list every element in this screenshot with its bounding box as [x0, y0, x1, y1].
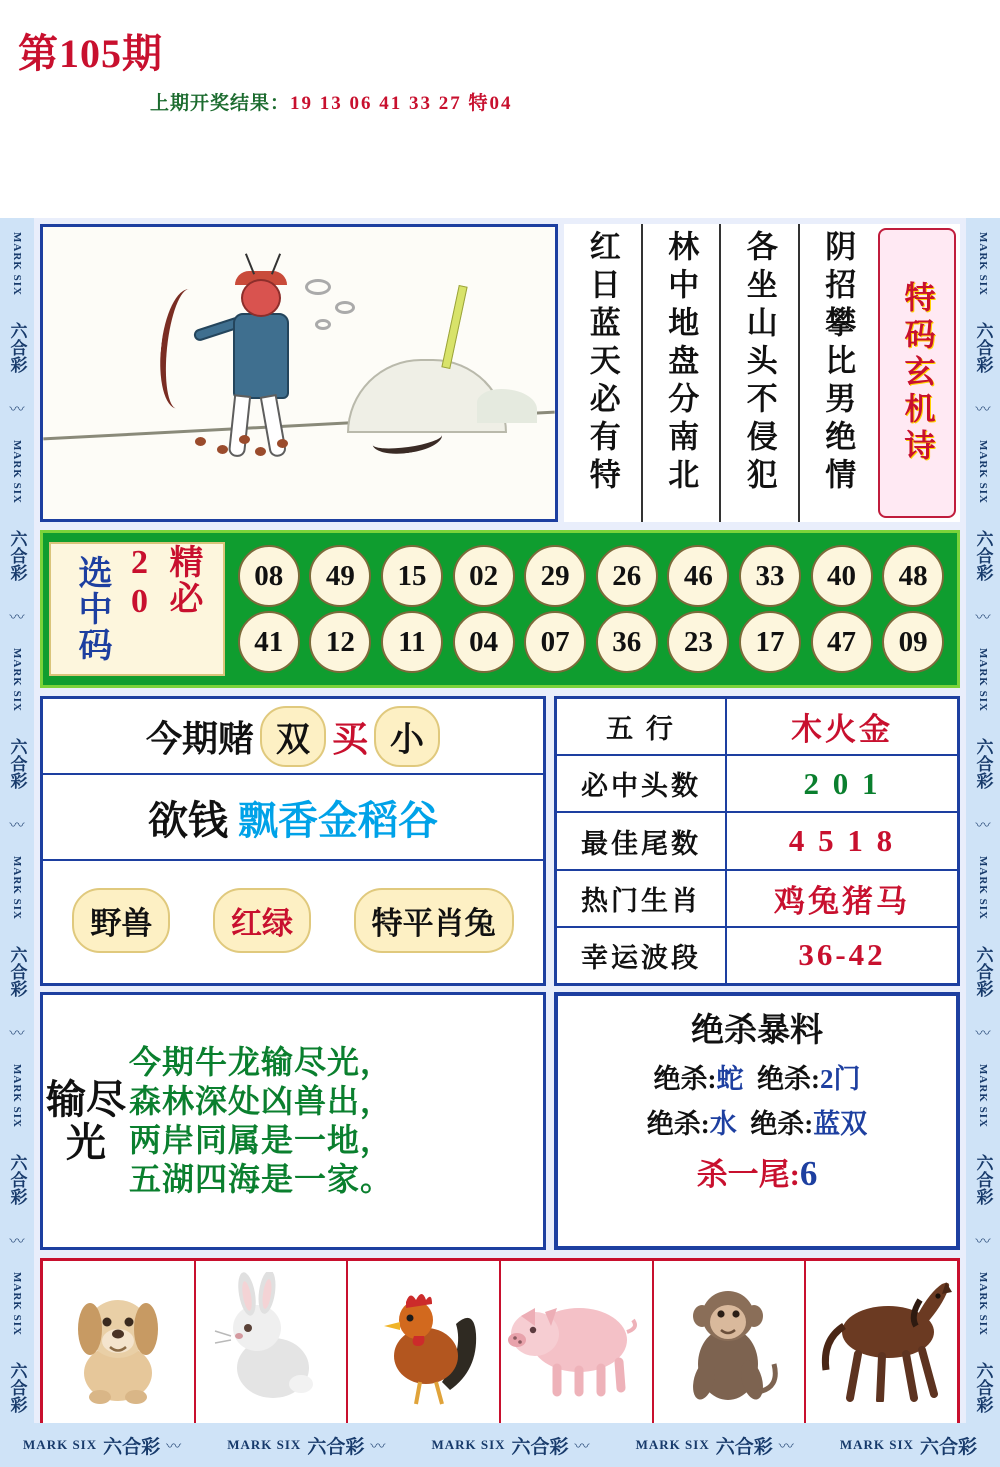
number-ball: 07 [524, 611, 586, 673]
pebbles-group [193, 435, 313, 457]
lose-all-line: 五湖四海是一家。 [129, 1161, 394, 1198]
number-ball: 15 [381, 545, 443, 607]
brand-en: MARK SIX [635, 1437, 710, 1452]
table-row [557, 871, 957, 928]
rail-brand-en: MARK SIX [977, 1272, 989, 1336]
money-key: 欲钱 [148, 797, 228, 843]
rail-wave-icon: 〰 [975, 1026, 991, 1042]
table-key: 必中头数 [557, 756, 727, 811]
kill-value: 2门 [820, 1064, 861, 1094]
rail-wave-icon: 〰 [9, 1026, 25, 1042]
number-ball: 23 [667, 611, 729, 673]
bottom-brand-strip [0, 1423, 1000, 1467]
illustration-scene [43, 227, 555, 519]
rail-wave-icon: 〰 [9, 818, 25, 834]
kill-box [554, 992, 960, 1250]
left-rail [0, 218, 34, 1466]
rail-brand-cn: 六合彩 [973, 1154, 993, 1205]
rail-brand-cn: 六合彩 [7, 322, 27, 373]
horse-icon [806, 1282, 957, 1402]
poem-line [719, 224, 798, 522]
bet-block [40, 696, 546, 986]
riddle-poem [564, 224, 960, 522]
kill-box-title: 绝杀暴料 [691, 1013, 823, 1049]
rail-brand-en: MARK SIX [977, 856, 989, 920]
bet-mid: 买 [332, 718, 369, 759]
rail-wave-icon: 〰 [975, 1234, 991, 1250]
bet-pill-1: 双 [260, 706, 326, 767]
rail-wave-icon: 〰 [9, 402, 25, 418]
table-value: 4 5 1 8 [788, 823, 896, 858]
number-row-1 [233, 543, 949, 609]
money-row [43, 775, 543, 861]
brand-en: MARK SIX [23, 1437, 98, 1452]
rabbit-icon [201, 1272, 341, 1412]
rail-wave-icon: 〰 [975, 402, 991, 418]
pig-icon [501, 1282, 651, 1402]
number-ball: 41 [238, 611, 300, 673]
number-ball: 47 [811, 611, 873, 673]
animal-cell-rabbit [196, 1261, 349, 1423]
kill-line-2 [562, 1102, 952, 1141]
brand-item [636, 1432, 794, 1459]
number-ball: 17 [739, 611, 801, 673]
riddle-illustration [40, 224, 558, 522]
rail-brand-cn: 六合彩 [7, 1362, 27, 1413]
table-value: 木火金 [791, 712, 893, 748]
lose-all-line: 森林深处凶兽出， [129, 1082, 394, 1119]
kill-key: 绝杀: [653, 1064, 717, 1094]
rail-brand-en: MARK SIX [11, 1064, 23, 1128]
table-row [557, 699, 957, 756]
rail-wave-icon: 〰 [9, 610, 25, 626]
kill-key: 绝杀: [750, 1109, 814, 1139]
rail-brand-cn: 六合彩 [7, 530, 27, 581]
number-ball: 11 [381, 611, 443, 673]
poem-line-text: 红日蓝天必有特 [584, 230, 620, 496]
lose-all-line: 今期牛龙输尽光， [129, 1043, 394, 1080]
poem-line-text: 各坐山头不侵犯 [741, 230, 777, 496]
number-ball: 02 [453, 545, 515, 607]
rail-wave-icon: 〰 [975, 610, 991, 626]
brand-item [227, 1432, 385, 1459]
animal-cell-dog [43, 1261, 196, 1423]
rail-brand-cn: 六合彩 [973, 530, 993, 581]
main-panel [34, 218, 966, 1466]
wave-icon: 〰 [166, 1438, 182, 1455]
wave-icon: 〰 [778, 1438, 794, 1455]
rail-brand-en: MARK SIX [11, 856, 23, 920]
table-value: 鸡兔猪马 [774, 883, 910, 919]
last-draw-label: 上期开奖结果： [150, 93, 291, 114]
rail-brand-en: MARK SIX [11, 1272, 23, 1336]
brand-cn: 六合彩 [715, 1436, 773, 1458]
table-key: 五 行 [557, 699, 727, 754]
lose-all-poem [40, 992, 546, 1250]
rail-brand-en: MARK SIX [977, 1064, 989, 1128]
number-ball: 36 [596, 611, 658, 673]
figure-head [241, 279, 281, 317]
animal-cell-rooster [348, 1261, 501, 1423]
selected-label-right: 选中码 [73, 555, 110, 663]
rail-brand-cn: 六合彩 [973, 738, 993, 789]
tag-item: 特平肖兔 [354, 888, 514, 953]
figure-body [233, 313, 289, 399]
number-ball: 04 [453, 611, 515, 673]
poem-line-text: 阴招攀比男绝情 [820, 230, 856, 496]
last-draw-numbers: 19 13 06 41 33 27 特04 [290, 93, 513, 114]
kill-line-1 [562, 1057, 952, 1096]
brand-cn: 六合彩 [919, 1436, 977, 1458]
brand-cn: 六合彩 [307, 1436, 365, 1458]
animal-cell-monkey [654, 1261, 807, 1423]
stick-icon [441, 285, 467, 369]
kill-value: 蛇 [716, 1064, 744, 1094]
number-balls [225, 543, 957, 675]
kill-value: 水 [709, 1109, 737, 1139]
kill-tail-line [562, 1149, 952, 1194]
bet-row [43, 699, 543, 775]
top-row [40, 224, 960, 524]
table-key: 最佳尾数 [557, 813, 727, 868]
selected-numbers-label [49, 542, 225, 676]
number-ball: 08 [238, 545, 300, 607]
whip-icon [155, 287, 211, 411]
rail-wave-icon: 〰 [975, 818, 991, 834]
animal-cell-horse [806, 1261, 957, 1423]
bet-prefix: 今期赌 [145, 718, 254, 759]
table-key: 热门生肖 [557, 871, 727, 926]
rail-brand-cn: 六合彩 [7, 738, 27, 789]
kill-key: 绝杀: [757, 1064, 820, 1094]
table-value: 36-42 [798, 937, 886, 973]
rail-brand-cn: 六合彩 [973, 1362, 993, 1413]
poem-title-box [878, 228, 956, 518]
selected-label-left: 精必20 [121, 544, 201, 622]
bet-pill-2: 小 [374, 706, 440, 767]
money-value: 飘香金稻谷 [238, 797, 438, 843]
lose-all-lines [129, 1043, 543, 1199]
poem-line [641, 224, 720, 522]
wave-icon: 〰 [574, 1438, 590, 1455]
lose-all-line: 两岸同属是一地， [129, 1122, 394, 1158]
table-key: 幸运波段 [557, 928, 727, 983]
brand-item [840, 1432, 977, 1459]
selected-numbers-band [40, 530, 960, 688]
brand-item [431, 1432, 589, 1459]
right-rail [966, 218, 1000, 1466]
wave-icon: 〰 [370, 1438, 386, 1455]
number-ball: 09 [882, 611, 944, 673]
rail-brand-en: MARK SIX [11, 648, 23, 712]
rooster-icon [354, 1272, 494, 1412]
number-ball: 46 [667, 545, 729, 607]
brand-cn: 六合彩 [103, 1436, 161, 1458]
brand-cn: 六合彩 [511, 1436, 569, 1458]
ring-icon [335, 301, 355, 314]
poem-line-text: 林中地盘分南北 [663, 230, 699, 496]
table-row [557, 928, 957, 983]
rail-brand-en: MARK SIX [11, 440, 23, 504]
number-ball: 49 [309, 545, 371, 607]
poem-line [798, 224, 877, 522]
ring-icon [315, 319, 331, 330]
number-ball: 48 [882, 545, 944, 607]
rail-brand-en: MARK SIX [977, 232, 989, 296]
last-draw-result [150, 88, 513, 115]
table-row [557, 813, 957, 870]
animal-cell-pig [501, 1261, 654, 1423]
rail-brand-en: MARK SIX [977, 648, 989, 712]
brand-en: MARK SIX [839, 1437, 914, 1452]
poem-line [564, 224, 641, 522]
number-ball: 33 [739, 545, 801, 607]
lose-all-title: 输尽光 [46, 1076, 126, 1165]
tag-item: 红绿 [213, 888, 311, 953]
rail-brand-cn: 六合彩 [973, 322, 993, 373]
number-ball: 12 [309, 611, 371, 673]
dog-icon [48, 1277, 188, 1407]
number-row-2 [233, 609, 949, 675]
table-value: 2 0 1 [803, 765, 881, 801]
brand-en: MARK SIX [227, 1437, 302, 1452]
worm-icon [372, 432, 444, 458]
rail-brand-en: MARK SIX [977, 440, 989, 504]
ring-icon [305, 279, 331, 295]
attributes-table [554, 696, 960, 986]
kill-tail-label: 杀一尾: [696, 1157, 800, 1192]
number-ball: 26 [596, 545, 658, 607]
rail-brand-cn: 六合彩 [7, 946, 27, 997]
monkey-icon [664, 1272, 794, 1412]
poem-title-text: 特码玄机诗 [899, 280, 935, 466]
rail-brand-cn: 六合彩 [973, 946, 993, 997]
tag-item: 野兽 [72, 888, 170, 953]
kill-key: 绝杀: [646, 1109, 710, 1139]
brand-en: MARK SIX [431, 1437, 506, 1452]
number-ball: 29 [524, 545, 586, 607]
table-row [557, 756, 957, 813]
kill-tail-value: 6 [799, 1154, 818, 1193]
number-ball: 40 [811, 545, 873, 607]
brand-item [23, 1432, 181, 1459]
bush-shape [477, 389, 537, 423]
tag-row [43, 861, 543, 979]
kill-value: 蓝双 [813, 1109, 868, 1139]
rail-brand-en: MARK SIX [11, 232, 23, 296]
rail-wave-icon: 〰 [9, 1234, 25, 1250]
zodiac-animal-strip [40, 1258, 960, 1426]
issue-title: 第105期 [18, 31, 163, 76]
rail-brand-cn: 六合彩 [7, 1154, 27, 1205]
